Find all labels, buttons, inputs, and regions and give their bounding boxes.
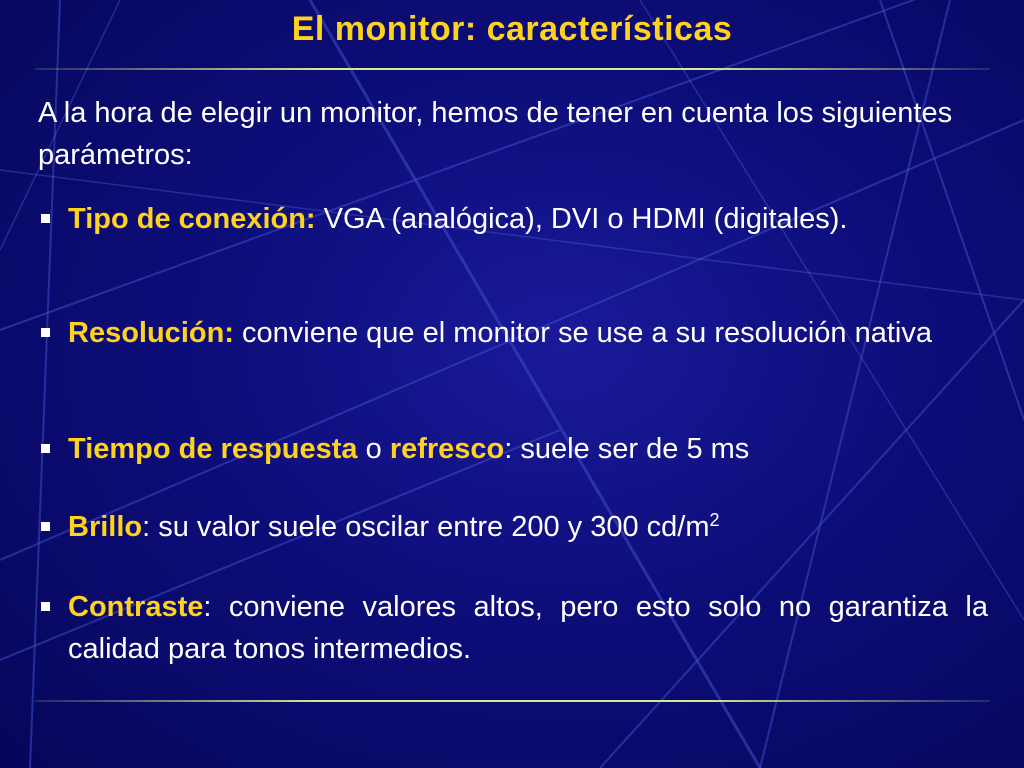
keyword: Tipo de conexión: [68, 203, 316, 235]
list-item-text [68, 198, 988, 240]
bullet-square-icon [41, 444, 50, 453]
slide-title: El monitor: características [291, 10, 733, 48]
list-item-text [68, 312, 988, 354]
list-item-text [68, 586, 988, 670]
description: conviene que el monitor se use a su resolución nativa [233, 317, 932, 349]
list-item-response-time [38, 428, 988, 470]
keyword: Contraste [68, 591, 204, 623]
superscript: 2 [709, 510, 720, 530]
footer-divider [35, 700, 990, 702]
keyword: refresco [389, 433, 505, 465]
bullet-square-icon [41, 522, 50, 531]
keyword: Resolución: [68, 317, 234, 349]
description: : su valor suele oscilar entre 200 y 300 cd/m [142, 511, 710, 543]
list-item-text [68, 428, 988, 470]
description: : suele ser de 5 ms [504, 433, 750, 465]
bullet-square-icon [41, 602, 50, 611]
bullet-square-icon [41, 214, 50, 223]
list-item-text [68, 506, 988, 548]
keyword: Tiempo de respuesta [68, 433, 358, 465]
list-item-connection [38, 198, 988, 240]
list-item-contrast [38, 586, 988, 670]
description: VGA (analógica), DVI o HDMI (digitales). [315, 203, 848, 235]
keyword: Brillo [68, 511, 143, 543]
connector: o [357, 433, 390, 465]
description: : conviene valores altos, pero esto solo no garantiza la calidad para tonos intermedios. [68, 591, 988, 665]
title-divider [35, 68, 990, 70]
list-item-brightness [38, 506, 988, 548]
intro-paragraph: A la hora de elegir un monitor, hemos de tener en cuenta los siguientes parámetros: [38, 97, 953, 171]
bullet-square-icon [41, 328, 50, 337]
list-item-resolution [38, 312, 988, 354]
